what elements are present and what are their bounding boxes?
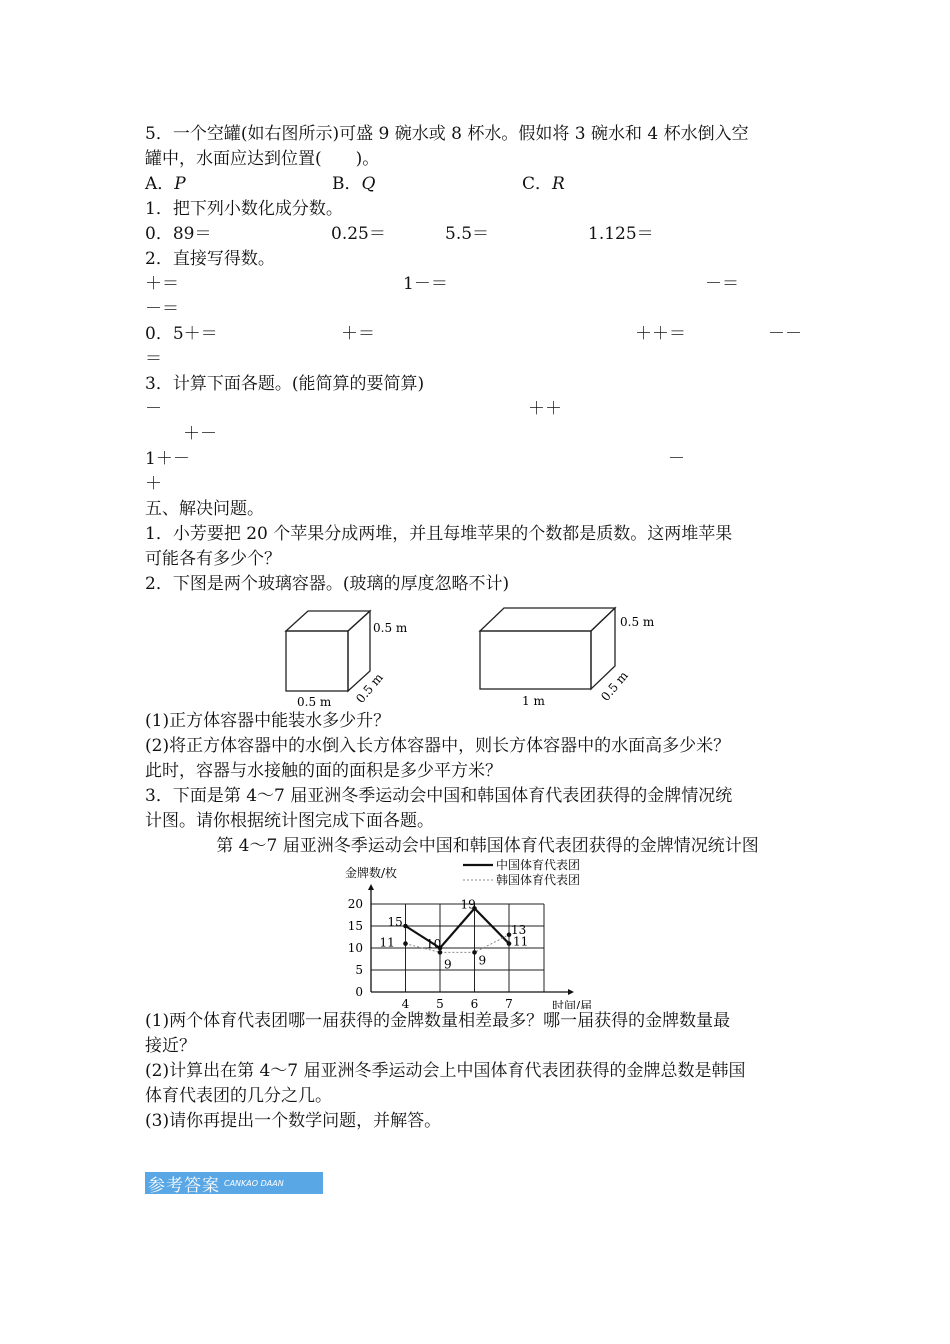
q1-item: 5.5＝ [445, 224, 490, 244]
sec4-q2-row3 [145, 322, 810, 347]
china-data-label: 15 [387, 915, 403, 929]
y-axis-label: 金牌数/枚 [345, 866, 398, 880]
q2-item: －＝ [145, 299, 179, 319]
korea-data-label: 13 [511, 922, 527, 937]
legend-label: 中国体育代表团 [496, 859, 581, 872]
korea-data-point [472, 950, 477, 955]
sec4-q2-row4 [145, 347, 810, 372]
sec4-q1-items [145, 222, 810, 247]
answer-banner [145, 1172, 323, 1194]
sec4-q2-row1 [145, 272, 810, 297]
q5-line1: 5．一个空罐(如右图所示)可盛 9 碗水或 8 杯水。假如将 3 碗水和 4 杯水倒入空 [145, 124, 749, 144]
sec4-q3-title: 3．计算下面各题。(能简算的要简算) [145, 374, 425, 394]
p3-q3: (3)请你再提出一个数学问题，并解答。 [145, 1111, 442, 1131]
p3-line2: 计图。请你根据统计图完成下面各题。 [145, 811, 434, 831]
p3-q1-line1: (1)两个体育代表团哪一届获得的金牌数量相差最多？哪一届获得的金牌数量最 [145, 1011, 731, 1031]
q2-item: ＋＝ [341, 324, 375, 344]
chart-title: 第 4～7 届亚洲冬季运动会中国和韩国体育代表团获得的金牌情况统计图 [216, 836, 759, 856]
p2-q2-line2: 此时，容器与水接触的面的面积是多少平方米？ [145, 761, 502, 781]
cube-top-face [286, 611, 370, 631]
option-b[interactable]: B．Q [332, 174, 376, 194]
x-axis-label: 时间/届 [551, 999, 593, 1009]
cube-diagram [286, 611, 370, 691]
x-tick-label: 4 [401, 997, 410, 1009]
korea-data-label: 11 [379, 935, 395, 950]
y-tick-label: 0 [355, 985, 363, 999]
cuboid-depth-label: 0.5 m [598, 668, 631, 704]
q3-item: ＋－ [183, 424, 217, 444]
cuboid-front-face [480, 631, 591, 689]
containers-svg [145, 597, 810, 709]
y-tick-label: 20 [347, 897, 363, 911]
q3-item: ＋ [145, 474, 162, 494]
option-a[interactable]: A．P [145, 174, 186, 194]
p1-line1: 1．小芳要把 20 个苹果分成两堆，并且每堆苹果的个数都是质数。这两堆苹果 [145, 524, 733, 544]
cuboid-diagram [480, 608, 615, 689]
cuboid-side-face [591, 608, 615, 689]
china-data-point [507, 941, 512, 946]
legend-label: 韩国体育代表团 [496, 873, 581, 887]
korea-data-label: 9 [478, 953, 487, 968]
containers-figure [145, 597, 810, 709]
q2-item: ＋＝ [145, 274, 179, 294]
cube-width-label: 0.5 m [297, 695, 332, 709]
q2-item: －－ [768, 324, 802, 344]
q2-item: 0．5＋＝ [145, 324, 218, 344]
cube-depth-label: 0.5 m [353, 670, 386, 706]
section-heading: 五、解决问题。 [145, 499, 264, 519]
cuboid-width-label: 1 m [522, 694, 545, 708]
option-c[interactable]: C．R [522, 174, 565, 194]
q3-item: － [668, 449, 685, 469]
china-data-label: 11 [513, 934, 529, 949]
q1-item: 1.125＝ [588, 224, 654, 244]
korea-data-label: 9 [444, 957, 452, 972]
y-tick-label: 5 [355, 963, 363, 977]
q3-item: 1＋－ [145, 449, 190, 469]
cube-side-face [348, 611, 370, 691]
cube-front-face [286, 631, 348, 691]
china-data-label: 10 [426, 937, 442, 951]
p2-line: 2．下图是两个玻璃容器。(玻璃的厚度忽略不计) [145, 574, 510, 594]
sec4-q3-row3 [145, 447, 810, 472]
medal-line-chart [145, 859, 810, 1009]
x-axis-arrow [568, 989, 574, 995]
x-tick-label: 5 [436, 997, 444, 1009]
china-data-point [403, 924, 408, 929]
x-tick-label: 7 [505, 997, 513, 1009]
q5-options [145, 172, 810, 197]
sec4-q2-title: 2．直接写得数。 [145, 249, 275, 269]
china-series-line [406, 908, 510, 948]
p3-q1-line2: 接近？ [145, 1036, 196, 1056]
cube-height-label: 0.5 m [373, 621, 408, 635]
q2-item: 1－＝ [403, 274, 448, 294]
q2-item: ＋＋＝ [635, 324, 686, 344]
sec4-q3-row1 [145, 397, 810, 422]
p1-line2: 可能各有多少个？ [145, 549, 281, 569]
y-tick-label: 15 [347, 919, 363, 933]
p3-line1: 3．下面是第 4～7 届亚洲冬季运动会中国和韩国体育代表团获得的金牌情况统 [145, 786, 733, 806]
sec4-q3-row4 [145, 472, 810, 497]
p3-q2-line2: 体育代表团的几分之几。 [145, 1086, 332, 1106]
x-tick-label: 6 [470, 997, 479, 1009]
sec4-q2-row2 [145, 297, 810, 322]
y-axis-arrow [368, 884, 374, 890]
cuboid-height-label: 0.5 m [620, 615, 655, 629]
q1-item: 0．89＝ [145, 224, 212, 244]
korea-series-line [406, 935, 510, 953]
document-page [145, 122, 810, 1134]
china-data-label: 19 [460, 897, 476, 912]
p2-q2-line1: (2)将正方体容器中的水倒入长方体容器中，则长方体容器中的水面高多少米？ [145, 736, 731, 756]
q5-line2: 罐中，水面应达到位置( )。 [145, 149, 380, 169]
q3-item: ＋＋ [528, 399, 562, 419]
q2-item: ＝ [145, 349, 162, 369]
y-tick-label: 10 [347, 941, 363, 955]
korea-data-point [403, 941, 408, 946]
chart-container [145, 859, 810, 1009]
p3-q2-line1: (2)计算出在第 4～7 届亚洲冬季运动会上中国体育代表团获得的金牌总数是韩国 [145, 1061, 746, 1081]
p2-q1: (1)正方体容器中能装水多少升？ [145, 711, 391, 731]
sec4-q3-row2 [145, 422, 810, 447]
q2-item: －＝ [705, 274, 739, 294]
answer-banner-sublabel: CANKAO DAAN [224, 1178, 284, 1188]
q3-item: － [145, 399, 162, 419]
q1-item: 0.25＝ [331, 224, 386, 244]
answer-banner-label: 参考答案 [148, 1175, 220, 1196]
sec4-q1-title: 1．把下列小数化成分数。 [145, 199, 343, 219]
